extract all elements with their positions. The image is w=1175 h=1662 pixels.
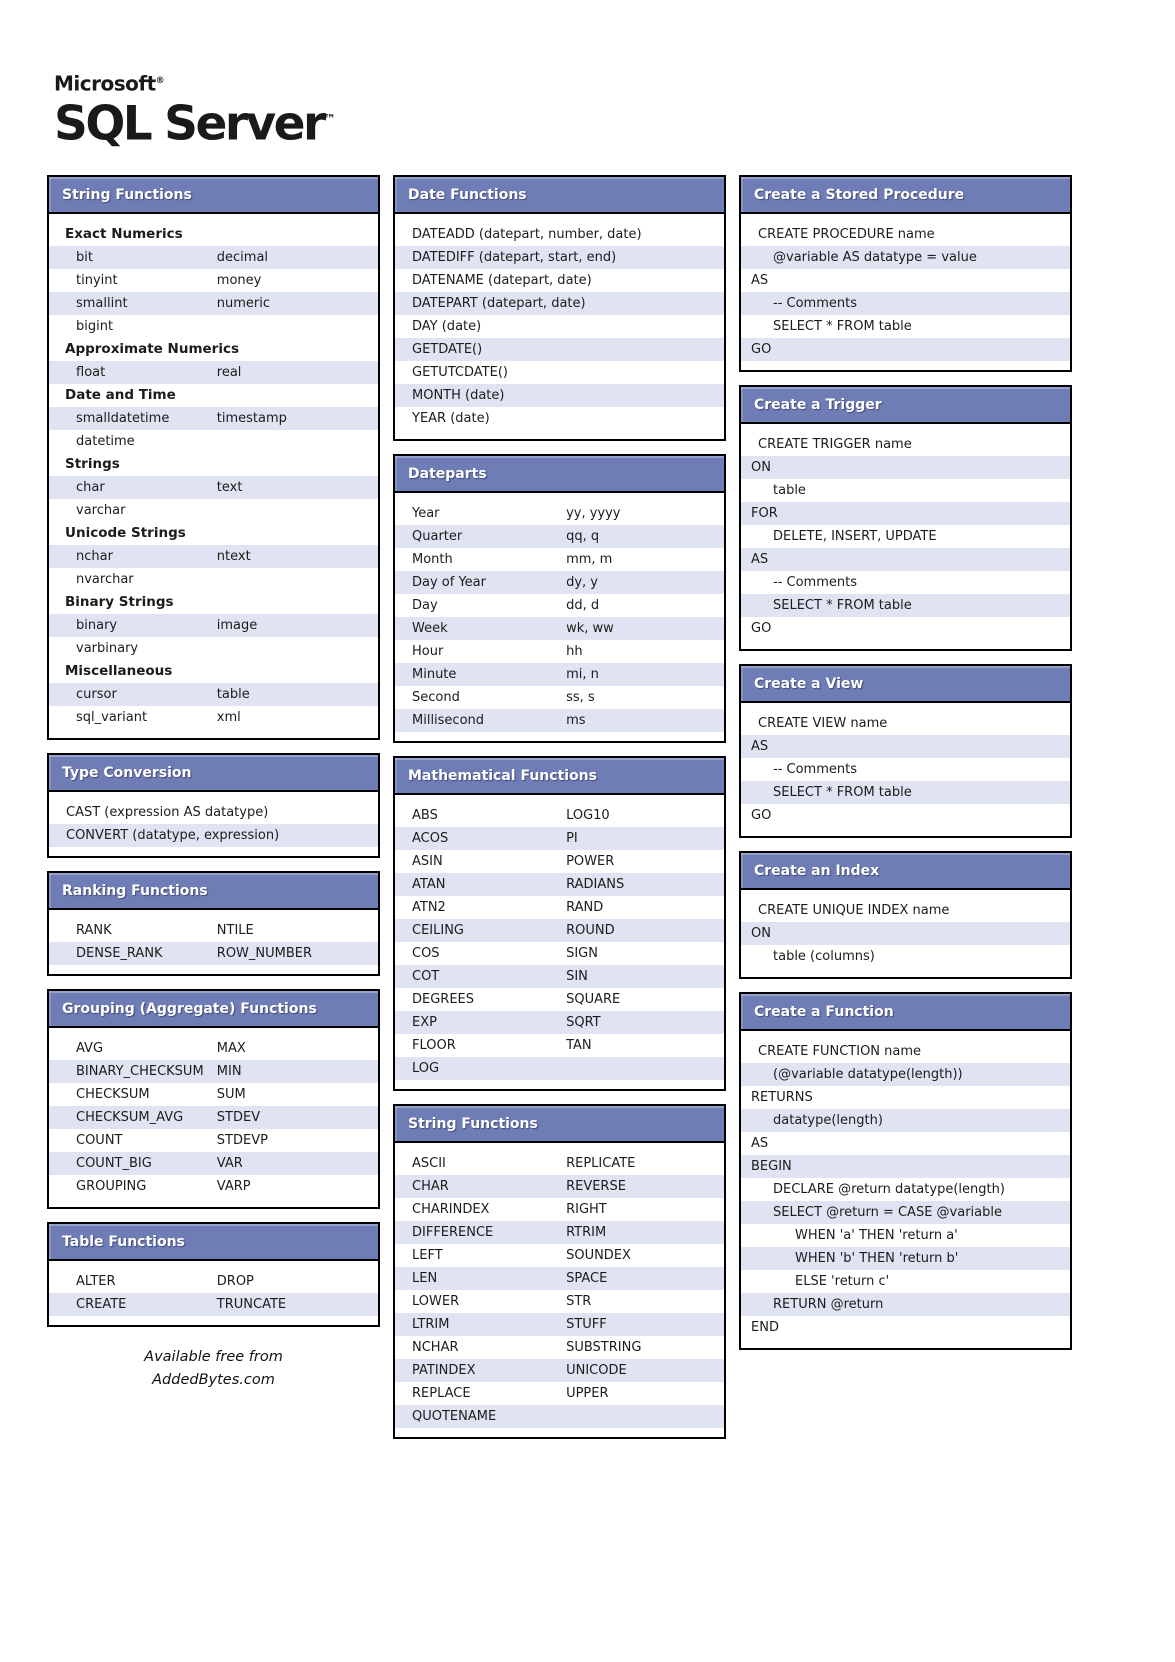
entry-right: REPLICATE bbox=[566, 1156, 636, 1171]
panel-title: Create a View bbox=[741, 666, 1070, 703]
entry-left: CHECKSUM bbox=[76, 1087, 150, 1102]
entry-right: RADIANS bbox=[566, 877, 625, 892]
code-line: -- Comments bbox=[773, 762, 857, 777]
entry-row bbox=[49, 919, 378, 942]
panel-type-conversion bbox=[47, 753, 380, 858]
entry-row bbox=[395, 1290, 724, 1313]
entry-right: TAN bbox=[566, 1038, 592, 1053]
entry-right: dy, y bbox=[566, 575, 598, 590]
panel-date-functions bbox=[393, 175, 726, 441]
entry-left: nchar bbox=[76, 549, 113, 564]
list-item: MONTH (date) bbox=[395, 384, 724, 407]
code-line: END bbox=[751, 1320, 779, 1335]
entry-row bbox=[395, 804, 724, 827]
panel-create-a-stored-procedure bbox=[739, 175, 1072, 372]
entry-right: LOG10 bbox=[566, 808, 610, 823]
entry-left: AVG bbox=[76, 1041, 104, 1056]
entry-right: hh bbox=[566, 644, 583, 659]
entry-left: float bbox=[76, 365, 106, 380]
entry-right: SOUNDEX bbox=[566, 1248, 631, 1263]
entry-left: tinyint bbox=[76, 273, 118, 288]
entry-row bbox=[49, 1083, 378, 1106]
entry-left: nvarchar bbox=[76, 572, 134, 587]
entry-row bbox=[49, 614, 378, 637]
entry-row bbox=[395, 548, 724, 571]
panel-body bbox=[49, 910, 378, 974]
entry-row bbox=[49, 1175, 378, 1198]
panel-body bbox=[741, 1031, 1070, 1348]
entry-row bbox=[49, 361, 378, 384]
entry-right: DROP bbox=[216, 1274, 254, 1289]
panel-title: String Functions bbox=[49, 177, 378, 214]
code-line: CREATE FUNCTION name bbox=[758, 1044, 922, 1059]
code-line: SELECT * FROM table bbox=[741, 781, 1070, 804]
code-line: AS bbox=[751, 273, 769, 288]
entry-left: Year bbox=[412, 506, 440, 521]
panel-title: Dateparts bbox=[395, 456, 724, 493]
entry-right: RAND bbox=[566, 900, 604, 915]
entry-row bbox=[395, 1221, 724, 1244]
entry-right: MAX bbox=[216, 1041, 246, 1056]
entry-row bbox=[395, 640, 724, 663]
entry-right: ms bbox=[566, 713, 586, 728]
entry-row bbox=[49, 1293, 378, 1316]
entry-row bbox=[49, 315, 378, 338]
entry-row bbox=[49, 1037, 378, 1060]
entry-left: PATINDEX bbox=[412, 1363, 476, 1378]
entry-left: COT bbox=[412, 969, 440, 984]
list-item: DATEADD (datepart, number, date) bbox=[412, 227, 642, 242]
entry-left: RANK bbox=[76, 923, 112, 938]
entry-row bbox=[395, 1267, 724, 1290]
entry-left: COS bbox=[412, 946, 440, 961]
column-right bbox=[739, 175, 1072, 1363]
panel-title: Ranking Functions bbox=[49, 873, 378, 910]
entry-right: qq, q bbox=[566, 529, 600, 544]
entry-left: LOWER bbox=[412, 1294, 460, 1309]
entry-left: Minute bbox=[412, 667, 457, 682]
entry-row bbox=[395, 663, 724, 686]
panel-dateparts bbox=[393, 454, 726, 743]
code-line: DECLARE @return datatype(length) bbox=[773, 1182, 1005, 1197]
code-line: AS bbox=[741, 735, 1070, 758]
column-middle bbox=[393, 175, 726, 1452]
entry-left: NCHAR bbox=[412, 1340, 459, 1355]
code-line: ELSE 'return c' bbox=[795, 1274, 890, 1289]
entry-row bbox=[395, 1244, 724, 1267]
entry-right: SQRT bbox=[566, 1015, 601, 1030]
section-subheader: Approximate Numerics bbox=[65, 341, 239, 357]
panel-title: Grouping (Aggregate) Functions bbox=[49, 991, 378, 1028]
sql-server-logo bbox=[54, 70, 336, 152]
code-line: FOR bbox=[741, 502, 1070, 525]
entry-left: Day of Year bbox=[412, 575, 486, 590]
code-line: AS bbox=[741, 548, 1070, 571]
entry-left: datetime bbox=[76, 434, 135, 449]
entry-row bbox=[49, 942, 378, 965]
entry-left: LTRIM bbox=[412, 1317, 450, 1332]
panel-title: Create a Stored Procedure bbox=[741, 177, 1070, 214]
entry-left: COUNT bbox=[76, 1133, 123, 1148]
list-item: CAST (expression AS datatype) bbox=[66, 805, 269, 820]
product-wordmark bbox=[54, 95, 336, 152]
entry-right: text bbox=[216, 480, 243, 495]
code-line: datatype(length) bbox=[741, 1109, 1070, 1132]
panel-mathematical-functions bbox=[393, 756, 726, 1091]
panel-title: Create a Function bbox=[741, 994, 1070, 1031]
panel-title: String Functions bbox=[395, 1106, 724, 1143]
entry-right: ss, s bbox=[566, 690, 595, 705]
list-item: DATEDIFF (datepart, start, end) bbox=[395, 246, 724, 269]
entry-left: Millisecond bbox=[412, 713, 485, 728]
entry-row bbox=[395, 571, 724, 594]
trademark-mark: ™ bbox=[323, 111, 336, 126]
entry-row bbox=[395, 1198, 724, 1221]
code-line: BEGIN bbox=[741, 1155, 1070, 1178]
entry-left: BINARY_CHECKSUM bbox=[76, 1064, 204, 1079]
list-item: YEAR (date) bbox=[412, 411, 490, 426]
panel-title: Mathematical Functions bbox=[395, 758, 724, 795]
entry-row bbox=[395, 617, 724, 640]
entry-right: SPACE bbox=[566, 1271, 608, 1286]
entry-left: sql_variant bbox=[76, 710, 148, 725]
product-text: SQL Server bbox=[54, 96, 324, 152]
panel-body bbox=[49, 1261, 378, 1325]
entry-left: smallint bbox=[76, 296, 128, 311]
entry-right: ROUND bbox=[566, 923, 615, 938]
entry-right: PI bbox=[566, 831, 578, 846]
entry-row bbox=[395, 850, 724, 873]
panel-body bbox=[741, 703, 1070, 836]
code-line: GO bbox=[751, 808, 772, 823]
entry-right: decimal bbox=[216, 250, 269, 265]
entry-right: MIN bbox=[216, 1064, 242, 1079]
entry-left: Second bbox=[412, 690, 460, 705]
entry-row bbox=[49, 637, 378, 660]
panel-string-functions bbox=[393, 1104, 726, 1439]
entry-row bbox=[395, 1405, 724, 1428]
code-line: (@variable datatype(length)) bbox=[741, 1063, 1070, 1086]
entry-row bbox=[395, 942, 724, 965]
entry-row bbox=[49, 1270, 378, 1293]
panel-body bbox=[49, 1028, 378, 1207]
panel-title: Type Conversion bbox=[49, 755, 378, 792]
entry-right: POWER bbox=[566, 854, 615, 869]
panel-create-a-view bbox=[739, 664, 1072, 838]
entry-row bbox=[395, 594, 724, 617]
panel-string-functions bbox=[47, 175, 380, 740]
entry-right: timestamp bbox=[216, 411, 287, 426]
entry-left: cursor bbox=[76, 687, 117, 702]
entry-row bbox=[395, 1382, 724, 1405]
entry-right: REVERSE bbox=[566, 1179, 626, 1194]
code-line: -- Comments bbox=[773, 575, 857, 590]
entry-right: RIGHT bbox=[566, 1202, 607, 1217]
entry-row bbox=[395, 873, 724, 896]
entry-right: SUBSTRING bbox=[566, 1340, 642, 1355]
entry-right: numeric bbox=[216, 296, 271, 311]
section-subheader: Exact Numerics bbox=[65, 226, 183, 242]
entry-row bbox=[395, 1152, 724, 1175]
entry-left: Month bbox=[412, 552, 453, 567]
code-line: AS bbox=[751, 1136, 769, 1151]
code-line: ON bbox=[741, 922, 1070, 945]
code-line: GO bbox=[751, 621, 772, 636]
code-line: WHEN 'b' THEN 'return b' bbox=[741, 1247, 1070, 1270]
footer-line2: AddedBytes.com bbox=[152, 1372, 275, 1388]
entry-left: CEILING bbox=[412, 923, 464, 938]
entry-left: FLOOR bbox=[412, 1038, 456, 1053]
entry-left: varbinary bbox=[76, 641, 139, 656]
entry-left: CHARINDEX bbox=[412, 1202, 490, 1217]
entry-row bbox=[49, 430, 378, 453]
entry-right: VAR bbox=[216, 1156, 243, 1171]
entry-left: CHECKSUM_AVG bbox=[76, 1110, 184, 1125]
panel-grouping-aggregate-functions bbox=[47, 989, 380, 1209]
entry-left: Quarter bbox=[412, 529, 463, 544]
entry-row bbox=[395, 502, 724, 525]
code-line: SELECT * FROM table bbox=[741, 594, 1070, 617]
panel-body bbox=[395, 493, 724, 741]
entry-row bbox=[49, 499, 378, 522]
entry-left: COUNT_BIG bbox=[76, 1156, 152, 1171]
code-line: CREATE PROCEDURE name bbox=[758, 227, 935, 242]
entry-row bbox=[395, 965, 724, 988]
section-subheader: Unicode Strings bbox=[65, 525, 186, 541]
list-item: DAY (date) bbox=[412, 319, 482, 334]
code-line: -- Comments bbox=[741, 292, 1070, 315]
entry-left: DIFFERENCE bbox=[412, 1225, 494, 1240]
entry-left: LEN bbox=[412, 1271, 438, 1286]
entry-right: money bbox=[216, 273, 262, 288]
entry-right: STDEVP bbox=[216, 1133, 268, 1148]
entry-right: SUM bbox=[216, 1087, 246, 1102]
entry-left: bit bbox=[76, 250, 93, 265]
entry-left: QUOTENAME bbox=[412, 1409, 497, 1424]
code-line: CREATE UNIQUE INDEX name bbox=[758, 903, 950, 918]
panel-body bbox=[741, 890, 1070, 977]
entry-right: real bbox=[216, 365, 242, 380]
entry-left: binary bbox=[76, 618, 118, 633]
entry-right: dd, d bbox=[566, 598, 600, 613]
entry-right: xml bbox=[216, 710, 241, 725]
entry-right: STUFF bbox=[566, 1317, 607, 1332]
entry-left: ACOS bbox=[412, 831, 449, 846]
entry-right: SIGN bbox=[566, 946, 598, 961]
entry-row bbox=[49, 292, 378, 315]
section-subheader: Miscellaneous bbox=[65, 663, 173, 679]
column-left bbox=[47, 175, 380, 1340]
panel-body bbox=[395, 1143, 724, 1437]
entry-right: TRUNCATE bbox=[216, 1297, 287, 1312]
code-line: ON bbox=[741, 456, 1070, 479]
list-item: DATENAME (datepart, date) bbox=[412, 273, 592, 288]
code-line: GO bbox=[741, 338, 1070, 361]
entry-right: STDEV bbox=[216, 1110, 261, 1125]
entry-right: SQUARE bbox=[566, 992, 621, 1007]
entry-row bbox=[49, 1129, 378, 1152]
entry-row bbox=[395, 1057, 724, 1080]
code-line: CREATE VIEW name bbox=[758, 716, 888, 731]
entry-row bbox=[49, 476, 378, 499]
entry-right: mm, m bbox=[566, 552, 613, 567]
entry-left: smalldatetime bbox=[76, 411, 170, 426]
code-line: table (columns) bbox=[773, 949, 875, 964]
code-line: WHEN 'a' THEN 'return a' bbox=[795, 1228, 958, 1243]
entry-left: char bbox=[76, 480, 105, 495]
entry-row bbox=[395, 1175, 724, 1198]
entry-row bbox=[49, 683, 378, 706]
entry-row bbox=[395, 896, 724, 919]
entry-left: Hour bbox=[412, 644, 444, 659]
entry-right: ntext bbox=[216, 549, 251, 564]
panel-body bbox=[741, 214, 1070, 370]
entry-left: CHAR bbox=[412, 1179, 449, 1194]
entry-right: SIN bbox=[566, 969, 588, 984]
panel-create-an-index bbox=[739, 851, 1072, 979]
entry-right: UNICODE bbox=[566, 1363, 627, 1378]
entry-right: wk, ww bbox=[566, 621, 614, 636]
entry-right: NTILE bbox=[216, 923, 254, 938]
section-subheader: Strings bbox=[65, 456, 120, 472]
registered-mark: ® bbox=[155, 76, 165, 86]
code-line: table bbox=[773, 483, 806, 498]
entry-left: ASIN bbox=[412, 854, 443, 869]
list-item: GETDATE() bbox=[395, 338, 724, 361]
entry-left: LEFT bbox=[412, 1248, 443, 1263]
entry-left: ATAN bbox=[412, 877, 446, 892]
microsoft-wordmark bbox=[54, 70, 336, 95]
entry-row bbox=[395, 525, 724, 548]
entry-row bbox=[395, 709, 724, 732]
code-line: DELETE, INSERT, UPDATE bbox=[773, 529, 937, 544]
entry-left: LOG bbox=[412, 1061, 440, 1076]
entry-row bbox=[395, 988, 724, 1011]
entry-right: image bbox=[216, 618, 258, 633]
entry-row bbox=[49, 568, 378, 591]
panel-body bbox=[49, 792, 378, 856]
entry-left: DENSE_RANK bbox=[76, 946, 163, 961]
entry-row bbox=[49, 246, 378, 269]
entry-right: VARP bbox=[216, 1179, 251, 1194]
entry-row bbox=[49, 1152, 378, 1175]
entry-right: ROW_NUMBER bbox=[216, 946, 313, 961]
list-item: GETUTCDATE() bbox=[412, 365, 508, 380]
entry-left: CREATE bbox=[76, 1297, 127, 1312]
section-subheader: Date and Time bbox=[65, 387, 176, 403]
entry-row bbox=[395, 1336, 724, 1359]
entry-right: table bbox=[216, 687, 250, 702]
entry-row bbox=[395, 827, 724, 850]
entry-row bbox=[49, 1060, 378, 1083]
panel-body bbox=[49, 214, 378, 738]
entry-right: RTRIM bbox=[566, 1225, 607, 1240]
section-subheader: Binary Strings bbox=[65, 594, 174, 610]
entry-left: Week bbox=[412, 621, 448, 636]
panel-create-a-trigger bbox=[739, 385, 1072, 651]
entry-row bbox=[49, 706, 378, 729]
entry-left: ABS bbox=[412, 808, 438, 823]
panel-body bbox=[395, 795, 724, 1089]
panel-body bbox=[741, 424, 1070, 649]
panel-table-functions bbox=[47, 1222, 380, 1327]
entry-row bbox=[395, 1313, 724, 1336]
entry-left: bigint bbox=[76, 319, 114, 334]
entry-row bbox=[395, 686, 724, 709]
entry-right: yy, yyyy bbox=[566, 506, 621, 521]
code-line: CREATE TRIGGER name bbox=[758, 437, 912, 452]
entry-row bbox=[395, 919, 724, 942]
entry-left: varchar bbox=[76, 503, 126, 518]
panel-title: Date Functions bbox=[395, 177, 724, 214]
entry-right: UPPER bbox=[566, 1386, 609, 1401]
entry-right: mi, n bbox=[566, 667, 599, 682]
attribution-footer bbox=[47, 1346, 380, 1392]
entry-row bbox=[395, 1359, 724, 1382]
entry-left: GROUPING bbox=[76, 1179, 147, 1194]
entry-row bbox=[49, 269, 378, 292]
entry-left: ASCII bbox=[412, 1156, 446, 1171]
entry-left: Day bbox=[412, 598, 438, 613]
panel-title: Create a Trigger bbox=[741, 387, 1070, 424]
entry-left: ALTER bbox=[76, 1274, 116, 1289]
entry-left: ATN2 bbox=[412, 900, 446, 915]
entry-row bbox=[49, 1106, 378, 1129]
entry-left: REPLACE bbox=[412, 1386, 471, 1401]
entry-row bbox=[49, 407, 378, 430]
code-line: RETURNS bbox=[751, 1090, 813, 1105]
entry-right: STR bbox=[566, 1294, 592, 1309]
entry-row bbox=[49, 545, 378, 568]
panel-columns bbox=[47, 175, 1072, 1452]
panel-create-a-function bbox=[739, 992, 1072, 1350]
footer-line1: Available free from bbox=[144, 1349, 283, 1365]
panel-ranking-functions bbox=[47, 871, 380, 976]
microsoft-text: Microsoft bbox=[54, 71, 156, 96]
code-line: SELECT * FROM table bbox=[773, 319, 912, 334]
list-item: DATEPART (datepart, date) bbox=[395, 292, 724, 315]
code-line: SELECT @return = CASE @variable bbox=[741, 1201, 1070, 1224]
entry-row bbox=[395, 1034, 724, 1057]
entry-left: EXP bbox=[412, 1015, 437, 1030]
panel-body bbox=[395, 214, 724, 439]
panel-title: Create an Index bbox=[741, 853, 1070, 890]
list-item: CONVERT (datatype, expression) bbox=[49, 824, 378, 847]
code-line: @variable AS datatype = value bbox=[741, 246, 1070, 269]
code-line: RETURN @return bbox=[741, 1293, 1070, 1316]
entry-row bbox=[395, 1011, 724, 1034]
panel-title: Table Functions bbox=[49, 1224, 378, 1261]
entry-left: DEGREES bbox=[412, 992, 475, 1007]
